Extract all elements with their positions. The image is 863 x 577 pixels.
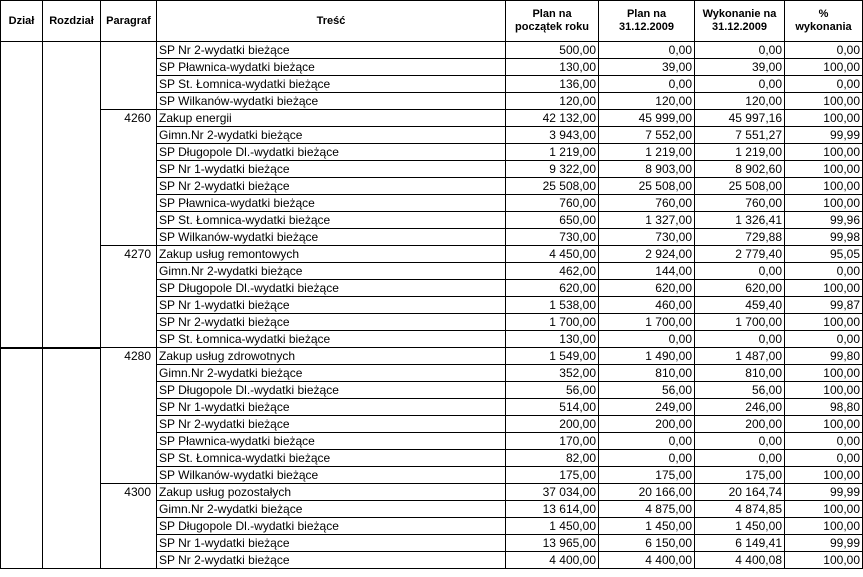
dzial-cell: [1, 348, 43, 365]
tresc-cell: SP Nr 2-wydatki bieżące: [157, 416, 506, 433]
table-row: [1, 263, 863, 280]
tresc-cell: Gimn.Nr 2-wydatki bieżące: [157, 127, 506, 144]
rozdzial-cell: [43, 110, 101, 127]
dzial-cell: [1, 76, 43, 93]
rozdzial-cell: [43, 552, 101, 569]
paragraf-cell: [101, 450, 157, 467]
rozdzial-cell: [43, 399, 101, 416]
table-row: [1, 450, 863, 467]
plan-start-cell: 175,00: [506, 467, 599, 484]
procent-cell: 100,00: [785, 518, 863, 535]
tresc-cell: SP Nr 2-wydatki bieżące: [157, 552, 506, 569]
wykonanie-cell: 175,00: [695, 467, 785, 484]
plan-end-cell: 4 400,00: [599, 552, 695, 569]
header-wykonanie: Wykonanie na 31.12.2009: [695, 1, 785, 42]
plan-start-cell: 730,00: [506, 229, 599, 246]
dzial-cell: [1, 365, 43, 382]
header-dzial: Dział: [1, 1, 43, 42]
procent-cell: 100,00: [785, 365, 863, 382]
dzial-cell: [1, 59, 43, 76]
table-row: [1, 178, 863, 195]
procent-cell: 99,80: [785, 348, 863, 365]
wykonanie-cell: 39,00: [695, 59, 785, 76]
tresc-cell: SP Długopole Dl.-wydatki bieżące: [157, 280, 506, 297]
header-rozdzial: Rozdział: [43, 1, 101, 42]
dzial-cell: [1, 382, 43, 399]
table-row: [1, 501, 863, 518]
rozdzial-cell: [43, 314, 101, 331]
wykonanie-cell: 7 551,27: [695, 127, 785, 144]
plan-start-cell: 82,00: [506, 450, 599, 467]
wykonanie-cell: 1 450,00: [695, 518, 785, 535]
table-row: [1, 93, 863, 110]
plan-end-cell: 730,00: [599, 229, 695, 246]
dzial-cell: [1, 484, 43, 501]
wykonanie-cell: 120,00: [695, 93, 785, 110]
table-row: [1, 161, 863, 178]
tresc-cell: SP Nr 1-wydatki bieżące: [157, 535, 506, 552]
plan-end-cell: 1 450,00: [599, 518, 695, 535]
tresc-cell: SP St. Łomnica-wydatki bieżące: [157, 450, 506, 467]
wykonanie-cell: 0,00: [695, 450, 785, 467]
wykonanie-cell: 1 326,41: [695, 212, 785, 229]
plan-start-cell: 514,00: [506, 399, 599, 416]
table-row: [1, 399, 863, 416]
plan-start-cell: 3 943,00: [506, 127, 599, 144]
paragraf-cell: [101, 93, 157, 110]
tresc-cell: SP Nr 1-wydatki bieżące: [157, 297, 506, 314]
wykonanie-cell: 45 997,16: [695, 110, 785, 127]
dzial-cell: [1, 314, 43, 331]
paragraf-cell: [101, 161, 157, 178]
paragraf-cell: [101, 535, 157, 552]
header-plan-start: Plan na początek roku: [506, 1, 599, 42]
plan-start-cell: 650,00: [506, 212, 599, 229]
dzial-cell: [1, 433, 43, 450]
rozdzial-cell: [43, 518, 101, 535]
procent-cell: 100,00: [785, 416, 863, 433]
tresc-cell: SP Nr 1-wydatki bieżące: [157, 399, 506, 416]
procent-cell: 100,00: [785, 280, 863, 297]
procent-cell: 98,80: [785, 399, 863, 416]
plan-start-cell: 1 700,00: [506, 314, 599, 331]
header-plan-end: Plan na 31.12.2009: [599, 1, 695, 42]
paragraf-cell: [101, 59, 157, 76]
procent-cell: 99,99: [785, 484, 863, 501]
procent-cell: 100,00: [785, 144, 863, 161]
table-row: [1, 365, 863, 382]
wykonanie-cell: 4 400,08: [695, 552, 785, 569]
paragraf-cell: [101, 399, 157, 416]
rozdzial-cell: [43, 382, 101, 399]
table-row: [1, 297, 863, 314]
procent-cell: 99,87: [785, 297, 863, 314]
wykonanie-cell: 1 487,00: [695, 348, 785, 365]
procent-cell: 99,98: [785, 229, 863, 246]
paragraf-cell: [101, 263, 157, 280]
tresc-cell: SP Wilkanów-wydatki bieżące: [157, 93, 506, 110]
plan-start-cell: 37 034,00: [506, 484, 599, 501]
dzial-cell: [1, 399, 43, 416]
plan-end-cell: 620,00: [599, 280, 695, 297]
wykonanie-cell: 246,00: [695, 399, 785, 416]
table-row: [1, 535, 863, 552]
wykonanie-cell: 0,00: [695, 76, 785, 93]
plan-end-cell: 20 166,00: [599, 484, 695, 501]
dzial-cell: [1, 331, 43, 348]
wykonanie-cell: 459,40: [695, 297, 785, 314]
table-row: [1, 76, 863, 93]
plan-start-cell: 170,00: [506, 433, 599, 450]
wykonanie-cell: 20 164,74: [695, 484, 785, 501]
paragraf-cell: [101, 178, 157, 195]
rozdzial-cell: [43, 246, 101, 263]
plan-start-cell: 120,00: [506, 93, 599, 110]
dzial-cell: [1, 229, 43, 246]
rozdzial-cell: [43, 416, 101, 433]
plan-start-cell: 136,00: [506, 76, 599, 93]
paragraf-cell: [101, 144, 157, 161]
dzial-cell: [1, 263, 43, 280]
table-row: [1, 518, 863, 535]
table-row: [1, 382, 863, 399]
plan-end-cell: 45 999,00: [599, 110, 695, 127]
plan-start-cell: 1 450,00: [506, 518, 599, 535]
dzial-cell: [1, 42, 43, 59]
table-row: [1, 127, 863, 144]
plan-start-cell: 42 132,00: [506, 110, 599, 127]
tresc-cell: SP Pławnica-wydatki bieżące: [157, 433, 506, 450]
plan-end-cell: 760,00: [599, 195, 695, 212]
tresc-cell: SP Wilkanów-wydatki bieżące: [157, 229, 506, 246]
procent-cell: 0,00: [785, 331, 863, 348]
procent-cell: 100,00: [785, 314, 863, 331]
paragraf-cell: [101, 382, 157, 399]
wykonanie-cell: 760,00: [695, 195, 785, 212]
wykonanie-cell: 56,00: [695, 382, 785, 399]
paragraf-cell: [101, 518, 157, 535]
dzial-cell: [1, 416, 43, 433]
plan-end-cell: 1 219,00: [599, 144, 695, 161]
plan-start-cell: 25 508,00: [506, 178, 599, 195]
plan-start-cell: 200,00: [506, 416, 599, 433]
plan-end-cell: 0,00: [599, 42, 695, 59]
paragraf-cell: [101, 433, 157, 450]
plan-start-cell: 4 400,00: [506, 552, 599, 569]
rozdzial-cell: [43, 331, 101, 348]
paragraf-cell: [101, 212, 157, 229]
rozdzial-cell: [43, 450, 101, 467]
wykonanie-cell: 4 874,85: [695, 501, 785, 518]
wykonanie-cell: 6 149,41: [695, 535, 785, 552]
table-row: [1, 348, 863, 365]
wykonanie-cell: 810,00: [695, 365, 785, 382]
procent-cell: 100,00: [785, 382, 863, 399]
table-row: [1, 212, 863, 229]
plan-end-cell: 810,00: [599, 365, 695, 382]
tresc-cell: Zakup usług remontowych: [157, 246, 506, 263]
tresc-cell: Zakup usług pozostałych: [157, 484, 506, 501]
tresc-cell: Gimn.Nr 2-wydatki bieżące: [157, 263, 506, 280]
procent-cell: 100,00: [785, 195, 863, 212]
wykonanie-cell: 1 219,00: [695, 144, 785, 161]
plan-end-cell: 249,00: [599, 399, 695, 416]
plan-start-cell: 500,00: [506, 42, 599, 59]
header-tresc: Treść: [157, 1, 506, 42]
wykonanie-cell: 0,00: [695, 42, 785, 59]
plan-end-cell: 0,00: [599, 331, 695, 348]
tresc-cell: SP Nr 2-wydatki bieżące: [157, 42, 506, 59]
paragraf-cell: [101, 195, 157, 212]
table-row: [1, 280, 863, 297]
dzial-cell: [1, 144, 43, 161]
tresc-cell: SP Nr 2-wydatki bieżące: [157, 178, 506, 195]
paragraf-cell: [101, 297, 157, 314]
paragraf-cell: [101, 365, 157, 382]
paragraf-cell: [101, 42, 157, 59]
tresc-cell: SP Nr 2-wydatki bieżące: [157, 314, 506, 331]
dzial-cell: [1, 535, 43, 552]
paragraf-cell: [101, 501, 157, 518]
table-row: [1, 246, 863, 263]
paragraf-cell: 4280: [101, 348, 157, 365]
wykonanie-cell: 1 700,00: [695, 314, 785, 331]
rozdzial-cell: [43, 59, 101, 76]
tresc-cell: SP Nr 1-wydatki bieżące: [157, 161, 506, 178]
plan-end-cell: 0,00: [599, 76, 695, 93]
table-row: [1, 331, 863, 348]
plan-start-cell: 4 450,00: [506, 246, 599, 263]
dzial-cell: [1, 127, 43, 144]
plan-end-cell: 39,00: [599, 59, 695, 76]
rozdzial-cell: [43, 93, 101, 110]
plan-start-cell: 1 538,00: [506, 297, 599, 314]
procent-cell: 0,00: [785, 433, 863, 450]
dzial-cell: [1, 450, 43, 467]
tresc-cell: Gimn.Nr 2-wydatki bieżące: [157, 365, 506, 382]
procent-cell: 0,00: [785, 450, 863, 467]
tresc-cell: Zakup usług zdrowotnych: [157, 348, 506, 365]
tresc-cell: Zakup energii: [157, 110, 506, 127]
rozdzial-cell: [43, 42, 101, 59]
wykonanie-cell: 25 508,00: [695, 178, 785, 195]
tresc-cell: SP Długopole Dl.-wydatki bieżące: [157, 518, 506, 535]
paragraf-cell: [101, 127, 157, 144]
paragraf-cell: 4260: [101, 110, 157, 127]
rozdzial-cell: [43, 484, 101, 501]
dzial-cell: [1, 297, 43, 314]
header-procent: % wykonania: [785, 1, 863, 42]
rozdzial-cell: [43, 280, 101, 297]
tresc-cell: SP St. Łomnica-wydatki bieżące: [157, 212, 506, 229]
procent-cell: 95,05: [785, 246, 863, 263]
procent-cell: 0,00: [785, 263, 863, 280]
paragraf-cell: [101, 229, 157, 246]
rozdzial-cell: [43, 144, 101, 161]
tresc-cell: SP St. Łomnica-wydatki bieżące: [157, 331, 506, 348]
plan-start-cell: 462,00: [506, 263, 599, 280]
table-row: [1, 110, 863, 127]
paragraf-cell: [101, 552, 157, 569]
plan-start-cell: 1 549,00: [506, 348, 599, 365]
dzial-cell: [1, 501, 43, 518]
table-row: [1, 467, 863, 484]
rozdzial-cell: [43, 178, 101, 195]
wykonanie-cell: 2 779,40: [695, 246, 785, 263]
plan-start-cell: 352,00: [506, 365, 599, 382]
table-row: [1, 195, 863, 212]
rozdzial-cell: [43, 365, 101, 382]
dzial-cell: [1, 552, 43, 569]
procent-cell: 99,99: [785, 127, 863, 144]
table-row: [1, 314, 863, 331]
procent-cell: 99,99: [785, 535, 863, 552]
plan-end-cell: 2 924,00: [599, 246, 695, 263]
procent-cell: 100,00: [785, 501, 863, 518]
wykonanie-cell: 200,00: [695, 416, 785, 433]
plan-start-cell: 9 322,00: [506, 161, 599, 178]
plan-end-cell: 7 552,00: [599, 127, 695, 144]
rozdzial-cell: [43, 535, 101, 552]
plan-end-cell: 144,00: [599, 263, 695, 280]
plan-start-cell: 130,00: [506, 59, 599, 76]
procent-cell: 100,00: [785, 110, 863, 127]
rozdzial-cell: [43, 195, 101, 212]
paragraf-cell: [101, 331, 157, 348]
tresc-cell: SP Wilkanów-wydatki bieżące: [157, 467, 506, 484]
plan-start-cell: 13 965,00: [506, 535, 599, 552]
plan-start-cell: 1 219,00: [506, 144, 599, 161]
dzial-cell: [1, 195, 43, 212]
tresc-cell: Gimn.Nr 2-wydatki bieżące: [157, 501, 506, 518]
table-row: [1, 42, 863, 59]
procent-cell: 100,00: [785, 93, 863, 110]
paragraf-cell: [101, 467, 157, 484]
table-row: [1, 433, 863, 450]
plan-start-cell: 56,00: [506, 382, 599, 399]
tresc-cell: SP Długopole Dl.-wydatki bieżące: [157, 144, 506, 161]
rozdzial-cell: [43, 433, 101, 450]
plan-end-cell: 1 327,00: [599, 212, 695, 229]
dzial-cell: [1, 212, 43, 229]
paragraf-cell: 4300: [101, 484, 157, 501]
table-row: [1, 59, 863, 76]
table-row: [1, 552, 863, 569]
dzial-cell: [1, 518, 43, 535]
paragraf-cell: 4270: [101, 246, 157, 263]
procent-cell: 100,00: [785, 59, 863, 76]
dzial-cell: [1, 178, 43, 195]
header-paragraf: Paragraf: [101, 1, 157, 42]
plan-start-cell: 760,00: [506, 195, 599, 212]
dzial-cell: [1, 93, 43, 110]
paragraf-cell: [101, 280, 157, 297]
plan-end-cell: 25 508,00: [599, 178, 695, 195]
plan-end-cell: 0,00: [599, 433, 695, 450]
wykonanie-cell: 8 902,60: [695, 161, 785, 178]
plan-end-cell: 56,00: [599, 382, 695, 399]
procent-cell: 0,00: [785, 76, 863, 93]
header-row: [1, 1, 863, 42]
table-row: [1, 144, 863, 161]
plan-end-cell: 1 490,00: [599, 348, 695, 365]
plan-end-cell: 460,00: [599, 297, 695, 314]
plan-end-cell: 0,00: [599, 450, 695, 467]
tresc-cell: SP Pławnica-wydatki bieżące: [157, 195, 506, 212]
rozdzial-cell: [43, 467, 101, 484]
plan-end-cell: 200,00: [599, 416, 695, 433]
rozdzial-cell: [43, 348, 101, 365]
plan-end-cell: 6 150,00: [599, 535, 695, 552]
plan-start-cell: 130,00: [506, 331, 599, 348]
table-row: [1, 229, 863, 246]
plan-end-cell: 1 700,00: [599, 314, 695, 331]
tresc-cell: SP Długopole Dl.-wydatki bieżące: [157, 382, 506, 399]
rozdzial-cell: [43, 212, 101, 229]
paragraf-cell: [101, 416, 157, 433]
rozdzial-cell: [43, 76, 101, 93]
dzial-cell: [1, 280, 43, 297]
plan-end-cell: 4 875,00: [599, 501, 695, 518]
tresc-cell: SP St. Łomnica-wydatki bieżące: [157, 76, 506, 93]
rozdzial-cell: [43, 229, 101, 246]
wykonanie-cell: 729,88: [695, 229, 785, 246]
dzial-cell: [1, 161, 43, 178]
table-row: [1, 416, 863, 433]
wykonanie-cell: 620,00: [695, 280, 785, 297]
wykonanie-cell: 0,00: [695, 331, 785, 348]
paragraf-cell: [101, 76, 157, 93]
rozdzial-cell: [43, 501, 101, 518]
procent-cell: 100,00: [785, 552, 863, 569]
procent-cell: 100,00: [785, 178, 863, 195]
table-row: [1, 484, 863, 501]
wykonanie-cell: 0,00: [695, 433, 785, 450]
dzial-cell: [1, 110, 43, 127]
dzial-cell: [1, 246, 43, 263]
plan-start-cell: 13 614,00: [506, 501, 599, 518]
plan-end-cell: 8 903,00: [599, 161, 695, 178]
plan-end-cell: 175,00: [599, 467, 695, 484]
procent-cell: 99,96: [785, 212, 863, 229]
procent-cell: 0,00: [785, 42, 863, 59]
wykonanie-cell: 0,00: [695, 263, 785, 280]
rozdzial-cell: [43, 161, 101, 178]
paragraf-cell: [101, 314, 157, 331]
plan-end-cell: 120,00: [599, 93, 695, 110]
procent-cell: 100,00: [785, 161, 863, 178]
rozdzial-cell: [43, 263, 101, 280]
plan-start-cell: 620,00: [506, 280, 599, 297]
tresc-cell: SP Pławnica-wydatki bieżące: [157, 59, 506, 76]
procent-cell: 100,00: [785, 467, 863, 484]
dzial-cell: [1, 467, 43, 484]
rozdzial-cell: [43, 297, 101, 314]
rozdzial-cell: [43, 127, 101, 144]
